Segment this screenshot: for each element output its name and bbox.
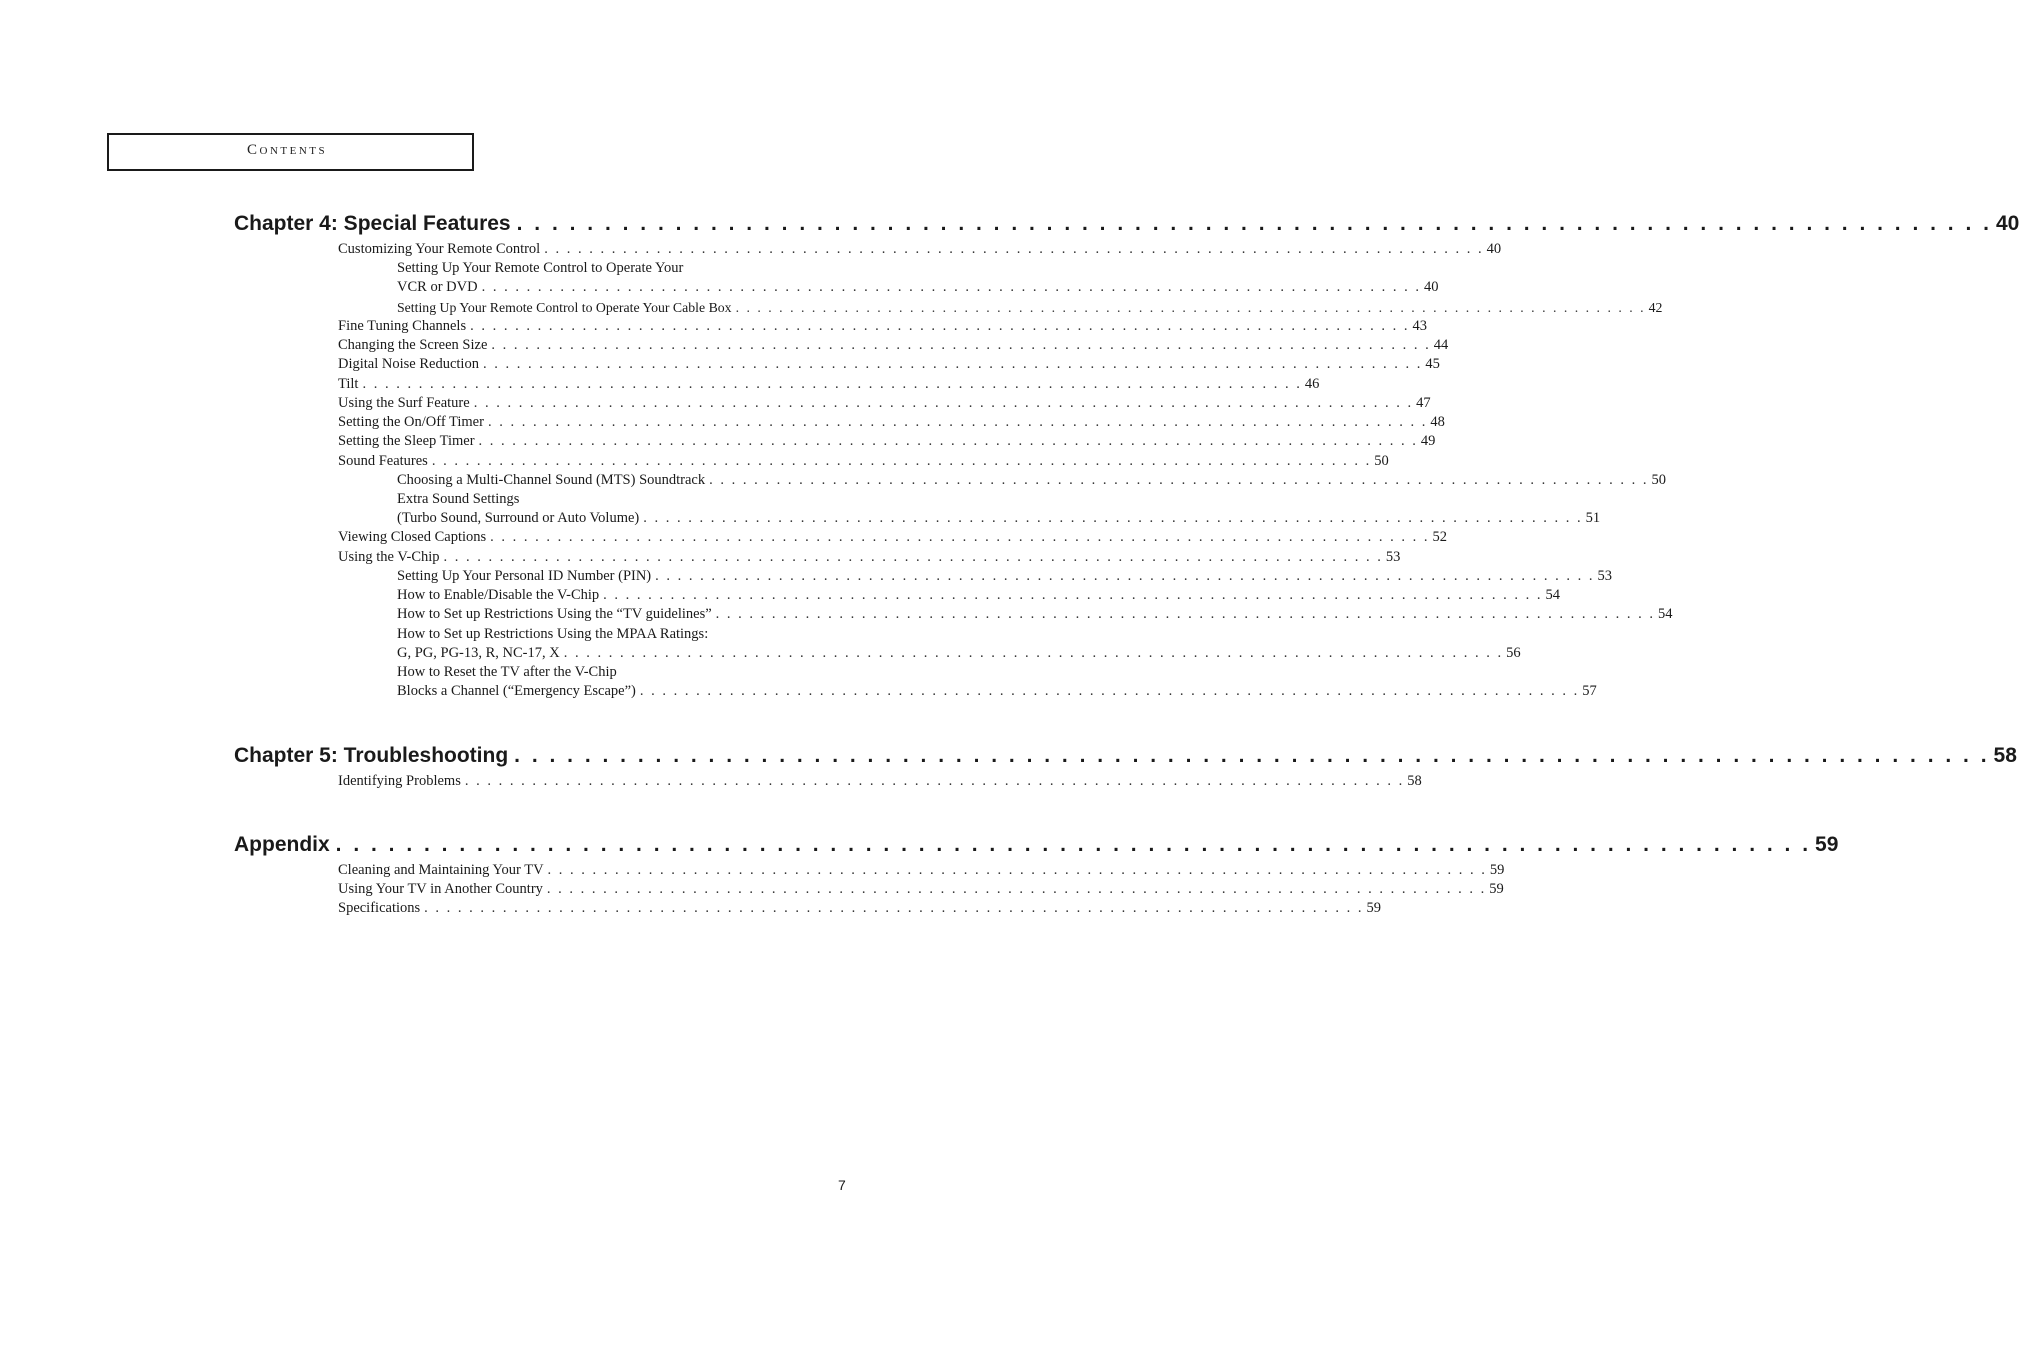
entry-page: 50 <box>1374 453 1389 469</box>
leader-dots: . . . . . . . . . . . . . . . . . . . . . . . . . . . . . . . . . . . . . . . . . . . . . . . . . . . . . . . . . . . . . . . . . . . . . . . . . . . . . . . . . . . . <box>563 645 1504 661</box>
leader-dots: . . . . . . . . . . . . . . . . . . . . . . . . . . . . . . . . . . . . . . . . . . . . . . . . . . . . . . . . . . . . . . . . . . . . . . . . . . . . . . . . . . . . <box>464 773 1405 789</box>
toc-entry[interactable] <box>397 586 1561 605</box>
entry-title: Using the Surf Feature <box>338 395 470 411</box>
entry-page: 50 <box>1651 472 1666 488</box>
leader-dots: . . . . . . . . . . . . . . . . . . . . . . . . . . . . . . . . . . . . . . . . . . . . . . . . . . . . . . . . . . . . . . . . . . . . . . . . . . . . . . . . . . . . <box>544 241 1484 257</box>
toc-entry[interactable] <box>397 298 1663 317</box>
contents-header-label: Contents <box>247 142 328 158</box>
entry-page: 59 <box>1489 881 1504 897</box>
leader-dots: . . . . . . . . . . . . . . . . . . . . . . . . . . . . . . . . . . . . . . . . . . . . . . . . . . . . . . . . . . . . . . . . . . . . . . . . . . . . . . . . . . . . <box>655 568 1595 584</box>
entry-title: G, PG, PG-13, R, NC-17, X <box>397 645 560 661</box>
entry-title: How to Set up Restrictions Using the “TV guidelines” <box>397 606 712 622</box>
leader-dots: . . . . . . . . . . . . . . . . . . . . . . . . . . . . . . . . . . . . . . . . . . . . . . . . . . . . . . . . . . . . . . . . . . . . . . . . . . . . . . . . . . . . <box>470 318 1410 334</box>
entry-title: Extra Sound Settings <box>397 491 520 507</box>
toc-entry[interactable] <box>338 355 1440 374</box>
toc-entry[interactable] <box>397 509 1601 528</box>
entry-page: 56 <box>1506 645 1521 661</box>
toc-entry[interactable] <box>338 432 1436 451</box>
entry-title: Cleaning and Maintaining Your TV <box>338 862 544 878</box>
toc-entry[interactable] <box>338 240 1502 259</box>
entry-page: 40 <box>1486 241 1502 257</box>
entry-title: Setting Up Your Remote Control to Operate Your Cable Box <box>397 300 732 315</box>
toc-entry[interactable] <box>397 663 808 682</box>
toc-entry[interactable] <box>397 567 1613 586</box>
entry-title: (Turbo Sound, Surround or Auto Volume) <box>397 510 640 526</box>
leader-dots: . . . . . . . . . . . . . . . . . . . . . . . . . . . . . . . . . . . . . . . . . . . . . . . . . . . . . . . . . . . . . . . . . . . . . . . . . . . . . . . . . . . . <box>473 395 1414 411</box>
leader-dots: . . . . . . . . . . . . . . . . . . . . . . . . . . . . . . . . . . . . . . . . . . . . . . . . . . . . . . . . . . . . . . . . . . . . . . . . . . . . . . . . . . . . <box>424 900 1364 916</box>
entry-page: 53 <box>1385 549 1401 565</box>
entry-page: 43 <box>1412 318 1427 334</box>
toc-entry[interactable] <box>338 336 1449 355</box>
entry-title: Setting the On/Off Timer <box>338 414 484 430</box>
entry-page: 57 <box>1582 683 1597 699</box>
toc-entry[interactable] <box>338 772 1422 791</box>
leader-dots: . . . . . . . . . . . . . . . . . . . . . . . . . . . . . . . . . . . . . . . . . . . . . . . . . . . . . . . . . . . . . . . . . . . . . . . . . . . . . . . . . . . . <box>335 833 1812 856</box>
leader-dots: . . . . . . . . . . . . . . . . . . . . . . . . . . . . . . . . . . . . . . . . . . . . . . . . . . . . . . . . . . . . . . . . . . . . . . . . . . . . . . . . . . . . <box>735 300 1646 315</box>
contents-header-box <box>107 133 474 171</box>
leader-dots: . . . . . . . . . . . . . . . . . . . . . . . . . . . . . . . . . . . . . . . . . . . . . . . . . . . . . . . . . . . . . . . . . . . . . . . . . . . . . . . . . . . . <box>431 453 1372 469</box>
toc-chapter-5[interactable] <box>234 743 2017 769</box>
entry-page: 59 <box>1366 900 1382 916</box>
entry-title: Sound Features <box>338 453 428 469</box>
leader-dots: . . . . . . . . . . . . . . . . . . . . . . . . . . . . . . . . . . . . . . . . . . . . . . . . . . . . . . . . . . . . . . . . . . . . . . . . . . . . . . . . . . . . <box>482 356 1423 372</box>
leader-dots: . . . . . . . . . . . . . . . . . . . . . . . . . . . . . . . . . . . . . . . . . . . . . . . . . . . . . . . . . . . . . . . . . . . . . . . . . . . . . . . . . . . . <box>478 433 1418 449</box>
leader-dots: . . . . . . . . . . . . . . . . . . . . . . . . . . . . . . . . . . . . . . . . . . . . . . . . . . . . . . . . . . . . . . . . . . . . . . . . . . . . . . . . . . . . <box>362 376 1302 392</box>
entry-page: 49 <box>1420 433 1436 449</box>
toc-entry[interactable] <box>397 682 1597 701</box>
toc-entry[interactable] <box>397 471 1666 490</box>
toc-entry[interactable] <box>338 375 1320 394</box>
entry-title: Blocks a Channel (“Emergency Escape”) <box>397 683 636 699</box>
entry-title: How to Set up Restrictions Using the MPAA Ratings: <box>397 626 709 642</box>
entry-title: Setting the Sleep Timer <box>338 433 475 449</box>
toc-entry[interactable] <box>397 259 808 278</box>
toc-entry[interactable] <box>338 899 1382 918</box>
leader-dots: . . . . . . . . . . . . . . . . . . . . . . . . . . . . . . . . . . . . . . . . . . . . . . . . . . . . . . . . . . . . . . . . . . . . . . . . . . . . . . . . . . . . <box>643 510 1583 526</box>
toc-entry[interactable] <box>338 528 1448 547</box>
toc-entry[interactable] <box>397 490 808 509</box>
entry-title: Using the V-Chip <box>338 549 440 565</box>
entry-page: 48 <box>1430 414 1445 430</box>
entry-title: Specifications <box>338 900 421 916</box>
toc-entry[interactable] <box>338 317 1427 336</box>
chapter-title: Chapter 5: Troubleshooting <box>234 744 509 767</box>
leader-dots: . . . . . . . . . . . . . . . . . . . . . . . . . . . . . . . . . . . . . . . . . . . . . . . . . . . . . . . . . . . . . . . . . . . . . . . . . . . . . . . . . . . . <box>709 472 1649 488</box>
leader-dots: . . . . . . . . . . . . . . . . . . . . . . . . . . . . . . . . . . . . . . . . . . . . . . . . . . . . . . . . . . . . . . . . . . . . . . . . . . . . . . . . . . . . <box>516 212 1992 235</box>
entry-title: Customizing Your Remote Control <box>338 241 541 257</box>
entry-page: 47 <box>1416 395 1431 411</box>
leader-dots: . . . . . . . . . . . . . . . . . . . . . . . . . . . . . . . . . . . . . . . . . . . . . . . . . . . . . . . . . . . . . . . . . . . . . . . . . . . . . . . . . . . . <box>603 587 1543 603</box>
leader-dots: . . . . . . . . . . . . . . . . . . . . . . . . . . . . . . . . . . . . . . . . . . . . . . . . . . . . . . . . . . . . . . . . . . . . . . . . . . . . . . . . . . . . <box>715 606 1656 622</box>
leader-dots: . . . . . . . . . . . . . . . . . . . . . . . . . . . . . . . . . . . . . . . . . . . . . . . . . . . . . . . . . . . . . . . . . . . . . . . . . . . . . . . . . . . . <box>639 683 1580 699</box>
entry-title: Fine Tuning Channels <box>338 318 467 334</box>
toc-entry[interactable] <box>338 452 1389 471</box>
entry-page: 52 <box>1432 529 1448 545</box>
entry-title: Digital Noise Reduction <box>338 356 479 372</box>
toc-entry[interactable] <box>338 880 1504 899</box>
entry-page: 54 <box>1545 587 1561 603</box>
leader-dots: . . . . . . . . . . . . . . . . . . . . . . . . . . . . . . . . . . . . . . . . . . . . . . . . . . . . . . . . . . . . . . . . . . . . . . . . . . . . . . . . . . . . <box>487 414 1428 430</box>
entry-title: Tilt <box>338 376 359 392</box>
entry-title: Identifying Problems <box>338 773 461 789</box>
leader-dots: . . . . . . . . . . . . . . . . . . . . . . . . . . . . . . . . . . . . . . . . . . . . . . . . . . . . . . . . . . . . . . . . . . . . . . . . . . . . . . . . . . . . <box>514 744 1990 767</box>
toc-entry[interactable] <box>397 278 1439 297</box>
chapter-title: Appendix <box>234 833 330 856</box>
entry-page: 40 <box>1423 279 1439 295</box>
toc-entry[interactable] <box>338 548 1401 567</box>
entry-title: Setting Up Your Remote Control to Operate Your <box>397 260 684 276</box>
leader-dots: . . . . . . . . . . . . . . . . . . . . . . . . . . . . . . . . . . . . . . . . . . . . . . . . . . . . . . . . . . . . . . . . . . . . . . . . . . . . . . . . . . . . <box>546 881 1487 897</box>
entry-title: Using Your TV in Another Country <box>338 881 543 897</box>
chapter-page: 59 <box>1815 833 1839 856</box>
entry-page: 54 <box>1658 606 1673 622</box>
entry-title: How to Reset the TV after the V-Chip <box>397 664 617 680</box>
leader-dots: . . . . . . . . . . . . . . . . . . . . . . . . . . . . . . . . . . . . . . . . . . . . . . . . . . . . . . . . . . . . . . . . . . . . . . . . . . . . . . . . . . . . <box>547 862 1487 878</box>
chapter-title: Chapter 4: Special Features <box>234 212 511 235</box>
entry-page: 59 <box>1489 862 1505 878</box>
leader-dots: . . . . . . . . . . . . . . . . . . . . . . . . . . . . . . . . . . . . . . . . . . . . . . . . . . . . . . . . . . . . . . . . . . . . . . . . . . . . . . . . . . . . <box>443 549 1383 565</box>
toc-chapter-4[interactable] <box>234 211 2019 237</box>
entry-title: Choosing a Multi-Channel Sound (MTS) Soundtrack <box>397 472 706 488</box>
entry-title: Changing the Screen Size <box>338 337 488 353</box>
toc-entry[interactable] <box>397 644 1521 663</box>
leader-dots: . . . . . . . . . . . . . . . . . . . . . . . . . . . . . . . . . . . . . . . . . . . . . . . . . . . . . . . . . . . . . . . . . . . . . . . . . . . . . . . . . . . . <box>491 337 1431 353</box>
toc-entry[interactable] <box>338 413 1445 432</box>
entry-title: VCR or DVD <box>397 279 478 295</box>
entry-page: 46 <box>1304 376 1320 392</box>
leader-dots: . . . . . . . . . . . . . . . . . . . . . . . . . . . . . . . . . . . . . . . . . . . . . . . . . . . . . . . . . . . . . . . . . . . . . . . . . . . . . . . . . . . . <box>481 279 1421 295</box>
entry-page: 44 <box>1433 337 1449 353</box>
entry-page: 51 <box>1585 510 1601 526</box>
entry-page: 45 <box>1425 356 1440 372</box>
toc-entry[interactable] <box>397 625 808 644</box>
toc-entry[interactable] <box>338 861 1505 880</box>
entry-page: 42 <box>1648 300 1663 315</box>
chapter-page: 58 <box>1993 744 2017 767</box>
leader-dots: . . . . . . . . . . . . . . . . . . . . . . . . . . . . . . . . . . . . . . . . . . . . . . . . . . . . . . . . . . . . . . . . . . . . . . . . . . . . . . . . . . . . <box>490 529 1430 545</box>
toc-entry[interactable] <box>338 394 1431 413</box>
entry-page: 58 <box>1407 773 1422 789</box>
toc-entry[interactable] <box>397 605 1673 624</box>
entry-page: 53 <box>1597 568 1613 584</box>
entry-title: How to Enable/Disable the V-Chip <box>397 587 600 603</box>
entry-title: Setting Up Your Personal ID Number (PIN) <box>397 568 652 584</box>
toc-appendix[interactable] <box>234 832 1839 858</box>
entry-title: Viewing Closed Captions <box>338 529 487 545</box>
page-number: 7 <box>838 1177 846 1193</box>
chapter-page: 40 <box>1995 212 2019 235</box>
